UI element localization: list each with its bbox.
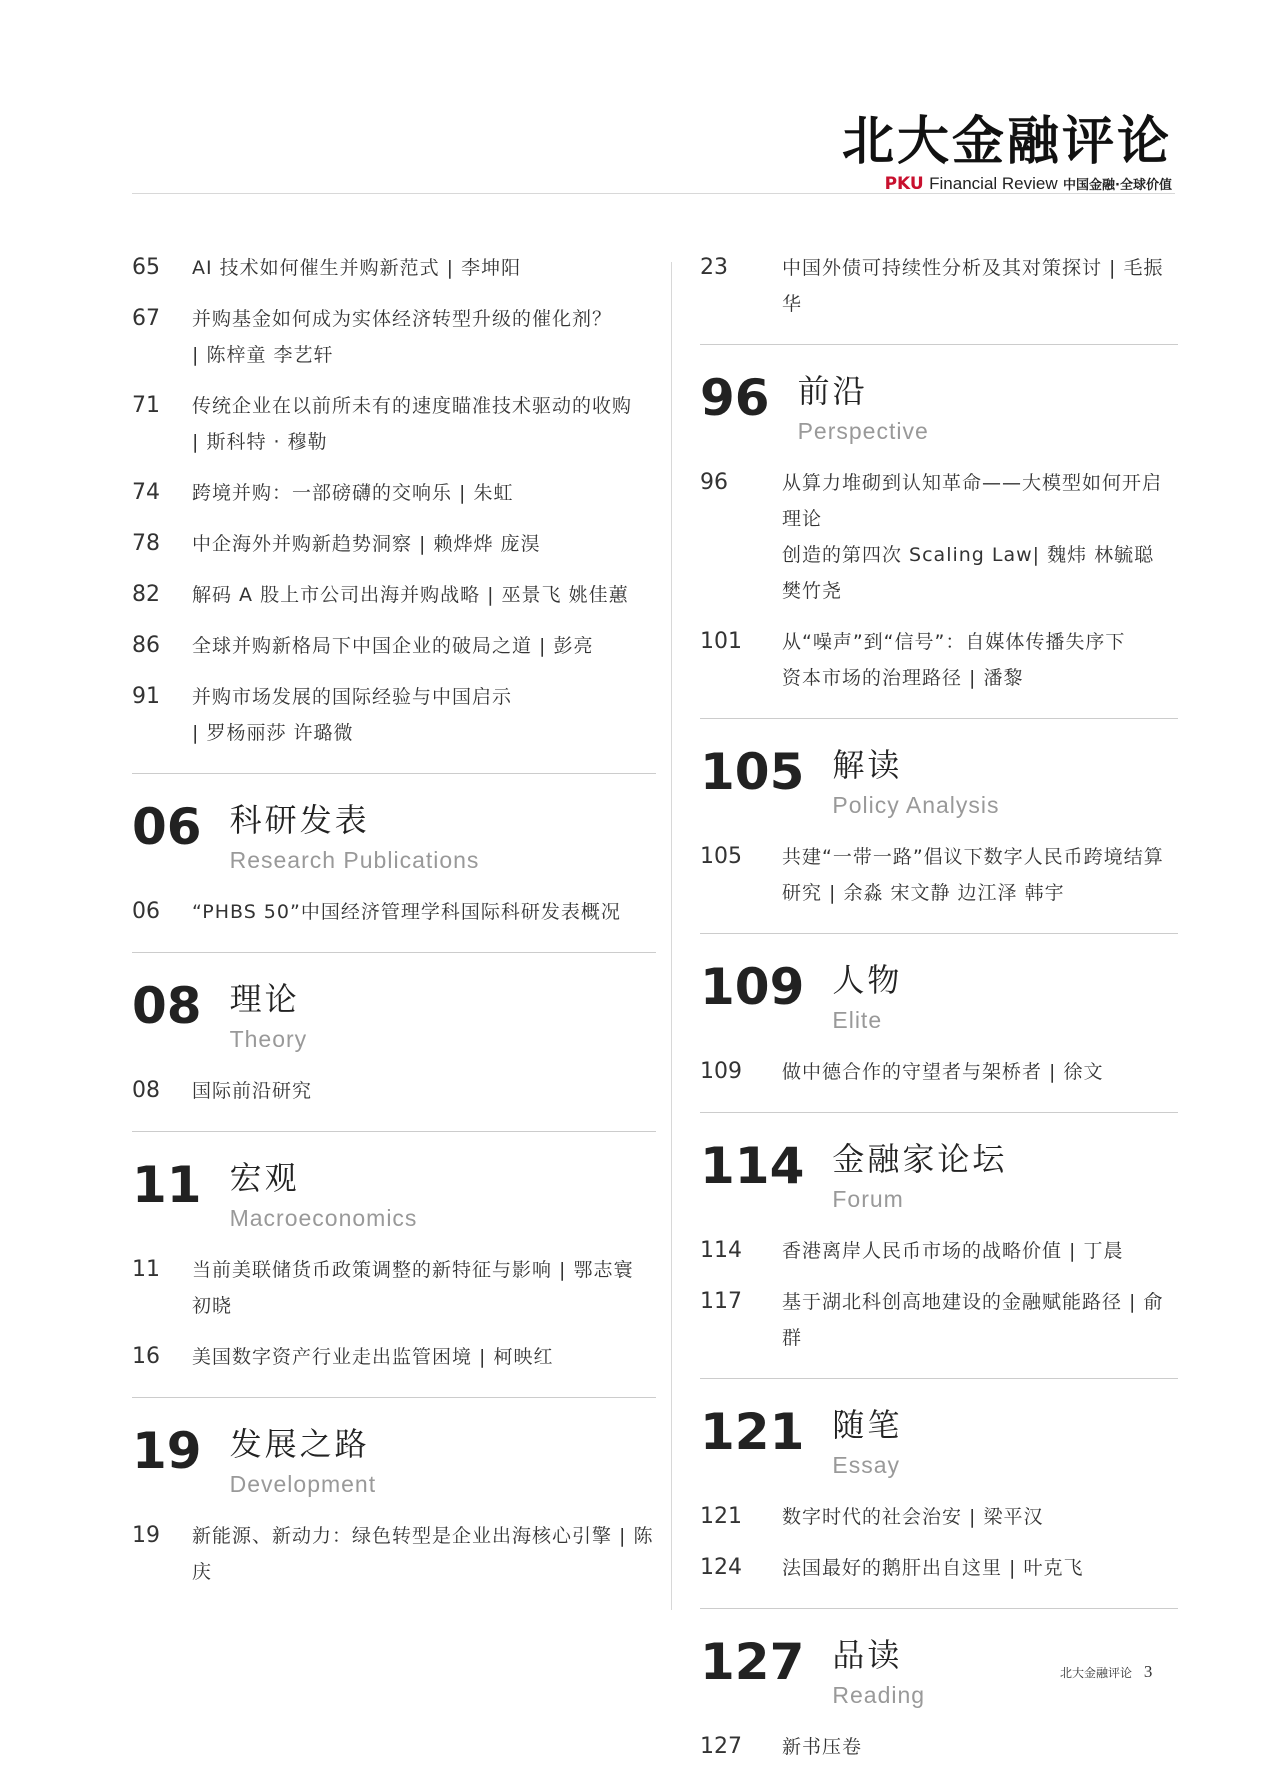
- entry-title: [782, 1054, 1103, 1090]
- entry-title-line: 从算力堆砌到认知革命——大模型如何开启理论: [782, 472, 1163, 530]
- entry-page-number: 78: [132, 531, 160, 556]
- entry-title-line: 美国数字资产行业走出监管困境 | 柯映红: [192, 1346, 554, 1368]
- section-title-en: Macroeconomics: [229, 1205, 418, 1231]
- entry-title-line: 并购基金如何成为实体经济转型升级的催化剂？: [192, 308, 613, 330]
- section-title-en: Forum: [832, 1186, 904, 1212]
- page-footer: [1060, 1662, 1152, 1682]
- page-number: 3: [1143, 1662, 1153, 1681]
- entry-title: [192, 526, 541, 562]
- entry-title: [192, 250, 521, 286]
- toc-entry: [700, 1054, 1178, 1090]
- entry-title-line: 做中德合作的守望者与架桥者 | 徐文: [782, 1061, 1104, 1083]
- section-titles: [798, 371, 929, 447]
- entry-title-line: 传统企业在以前所未有的速度瞄准技术驱动的收购: [192, 395, 633, 417]
- section-title-cn: 前沿: [797, 372, 868, 410]
- entry-page-number: 121: [700, 1504, 742, 1529]
- entry-title-line: | 陈梓童 李艺轩: [192, 344, 334, 366]
- entry-title-line: “PHBS 50”中国经济管理学科国际科研发表概况: [192, 901, 621, 923]
- section-heading: [132, 979, 656, 1055]
- section-title-en: Policy Analysis: [832, 792, 1000, 818]
- magazine-title: 北大金融评论: [841, 112, 1172, 172]
- brand-pku: PKU: [884, 174, 924, 194]
- toc-entry: [132, 301, 656, 373]
- section-title-en: Reading: [832, 1682, 926, 1708]
- section-titles: [230, 800, 480, 876]
- entry-title-line: 并购市场发展的国际经验与中国启示: [192, 686, 513, 708]
- entry-title-line: 从“噪声”到“信号”：自媒体传播失序下: [782, 631, 1126, 653]
- brand-slogan: 中国金融·全球价值: [1063, 178, 1172, 193]
- entry-page-number: 86: [132, 633, 160, 658]
- section-titles: [230, 1158, 418, 1234]
- section-page-number: 127: [700, 1633, 805, 1691]
- entry-title-line: 当前美联储货币政策调整的新特征与影响 | 鄂志寰 初晓: [192, 1259, 634, 1317]
- entry-title: [782, 1284, 1178, 1356]
- section-title-cn: 品读: [832, 1636, 903, 1674]
- entry-title-line: 创造的第四次 Scaling Law| 魏炜 林毓聪 樊竹尧: [782, 544, 1155, 602]
- section-page-number: 06: [132, 798, 202, 856]
- section-title-en: Research Publications: [229, 847, 480, 873]
- entry-title: [192, 679, 512, 751]
- entry-title-line: 共建“一带一路”倡议下数字人民币跨境结算: [782, 846, 1164, 868]
- entry-page-number: 08: [132, 1078, 160, 1103]
- section-titles: [832, 1139, 1007, 1215]
- entry-page-number: 19: [132, 1523, 160, 1548]
- section-title-cn: 理论: [229, 980, 300, 1018]
- section-divider: [700, 1608, 1178, 1609]
- section-heading: [132, 1424, 656, 1500]
- section-page-number: 19: [132, 1422, 202, 1480]
- left-column: [132, 250, 656, 1605]
- entry-page-number: 117: [700, 1289, 742, 1314]
- section-page-number: 105: [700, 743, 805, 801]
- entry-title-line: | 斯科特 · 穆勒: [192, 431, 328, 453]
- entry-page-number: 11: [132, 1257, 160, 1282]
- section-title-cn: 科研发表: [229, 801, 370, 839]
- toc-entry: [132, 577, 656, 613]
- entry-title: [782, 624, 1125, 696]
- section-heading: [132, 800, 656, 876]
- section-titles: [832, 745, 999, 821]
- entry-title: [192, 1518, 656, 1590]
- section-title-en: Elite: [832, 1007, 883, 1033]
- entry-title: [782, 839, 1164, 911]
- section-titles: [832, 960, 902, 1036]
- toc-entry: [700, 839, 1178, 911]
- section-divider: [132, 1131, 656, 1132]
- entry-title-line: 跨境并购：一部磅礴的交响乐 | 朱虹: [192, 482, 514, 504]
- section-divider: [700, 1378, 1178, 1379]
- section-title-cn: 解读: [832, 746, 903, 784]
- toc-entry: [700, 1499, 1178, 1535]
- entry-title: [782, 1729, 862, 1765]
- toc-entry: [700, 250, 1178, 322]
- entry-page-number: 06: [132, 899, 160, 924]
- section-title-cn: 人物: [832, 961, 903, 999]
- magazine-subtitle: [842, 174, 1172, 194]
- toc-entry: [132, 388, 656, 460]
- entry-title-line: 资本市场的治理路径 | 潘黎: [782, 667, 1024, 689]
- section-divider: [700, 344, 1178, 345]
- section-heading: [700, 1405, 1178, 1481]
- section-titles: [832, 1635, 925, 1711]
- entry-page-number: 124: [700, 1555, 742, 1580]
- section-page-number: 109: [700, 958, 805, 1016]
- entry-page-number: 67: [132, 306, 160, 331]
- section-divider: [132, 1397, 656, 1398]
- entry-page-number: 71: [132, 393, 160, 418]
- toc-entry: [132, 1518, 656, 1590]
- entry-title-line: 数字时代的社会治安 | 梁平汉: [782, 1506, 1044, 1528]
- entry-page-number: 105: [700, 844, 742, 869]
- entry-page-number: 101: [700, 629, 742, 654]
- entry-title: [782, 1233, 1123, 1269]
- section-title-cn: 金融家论坛: [832, 1140, 1008, 1178]
- entry-page-number: 96: [700, 470, 728, 495]
- toc-entry: [700, 1550, 1178, 1586]
- section-titles: [832, 1405, 902, 1481]
- entry-page-number: 91: [132, 684, 160, 709]
- entry-page-number: 127: [700, 1734, 742, 1759]
- entry-title-line: 解码 A 股上市公司出海并购战略 | 巫景飞 姚佳蕙: [192, 584, 629, 606]
- section-heading: [700, 371, 1178, 447]
- column-divider: [671, 262, 672, 1610]
- section-title-en: Perspective: [797, 418, 929, 444]
- section-heading: [132, 1158, 656, 1234]
- entry-page-number: 109: [700, 1059, 742, 1084]
- toc-entry: [132, 1073, 656, 1109]
- toc-entry: [700, 465, 1178, 609]
- brand-en-name: Financial Review: [929, 174, 1058, 193]
- entry-title: [192, 388, 632, 460]
- section-page-number: 11: [132, 1156, 202, 1214]
- toc-entry: [132, 250, 656, 286]
- entry-title: [782, 1499, 1043, 1535]
- entry-title: [192, 577, 629, 613]
- entry-title: [192, 894, 621, 930]
- section-title-cn: 宏观: [229, 1159, 300, 1197]
- entry-title-line: 国际前沿研究: [192, 1080, 313, 1102]
- entry-title-line: 中企海外并购新趋势洞察 | 赖烨烨 庞淏: [192, 533, 541, 555]
- toc-entry: [700, 624, 1178, 696]
- entry-title-line: 研究 | 余淼 宋文静 边江泽 韩宇: [782, 882, 1065, 904]
- entry-title: [192, 301, 612, 373]
- toc-entry: [132, 1252, 656, 1324]
- entry-title: [782, 465, 1178, 609]
- section-heading: [700, 745, 1178, 821]
- section-title-en: Essay: [832, 1452, 901, 1478]
- entry-title-line: 中国外债可持续性分析及其对策探讨 | 毛振华: [782, 257, 1164, 315]
- section-titles: [230, 1424, 377, 1500]
- section-divider: [132, 952, 656, 953]
- section-page-number: 08: [132, 977, 202, 1035]
- entry-title: [192, 628, 593, 664]
- entry-page-number: 16: [132, 1344, 160, 1369]
- entry-title: [782, 250, 1178, 322]
- entry-page-number: 82: [132, 582, 160, 607]
- entry-title-line: | 罗杨丽莎 许璐微: [192, 722, 354, 744]
- entry-page-number: 74: [132, 480, 160, 505]
- toc-entry: [132, 1339, 656, 1375]
- section-title-en: Development: [229, 1471, 377, 1497]
- entry-title: [192, 1252, 656, 1324]
- section-title-en: Theory: [229, 1026, 308, 1052]
- section-divider: [700, 1112, 1178, 1113]
- section-title-cn: 发展之路: [229, 1425, 370, 1463]
- toc-entry: [132, 526, 656, 562]
- toc-entry: [700, 1233, 1178, 1269]
- section-titles: [230, 979, 308, 1055]
- entry-title-line: AI 技术如何催生并购新范式 | 李坤阳: [192, 257, 522, 279]
- section-heading: [700, 960, 1178, 1036]
- section-divider: [700, 933, 1178, 934]
- section-page-number: 96: [700, 369, 770, 427]
- footer-label: 北大金融评论: [1060, 1666, 1133, 1680]
- section-page-number: 114: [700, 1137, 805, 1195]
- section-heading: [700, 1139, 1178, 1215]
- right-column: [700, 250, 1178, 1780]
- entry-page-number: 114: [700, 1238, 742, 1263]
- entry-title-line: 基于湖北科创高地建设的金融赋能路径 | 俞群: [782, 1291, 1164, 1349]
- toc-entry: [132, 679, 656, 751]
- entry-page-number: 65: [132, 255, 160, 280]
- section-page-number: 121: [700, 1403, 805, 1461]
- entry-title: [782, 1550, 1083, 1586]
- toc-entry: [700, 1284, 1178, 1356]
- toc-entry: [700, 1729, 1178, 1765]
- entry-title: [192, 475, 513, 511]
- section-title-cn: 随笔: [832, 1406, 903, 1444]
- entry-title-line: 全球并购新格局下中国企业的破局之道 | 彭亮: [192, 635, 594, 657]
- masthead: [842, 112, 1172, 194]
- section-divider: [132, 773, 656, 774]
- toc-entry: [132, 894, 656, 930]
- entry-title: [192, 1339, 553, 1375]
- entry-title-line: 香港离岸人民币市场的战略价值 | 丁晨: [782, 1240, 1124, 1262]
- entry-title: [192, 1073, 312, 1109]
- section-divider: [700, 718, 1178, 719]
- entry-page-number: 23: [700, 255, 728, 280]
- entry-title-line: 新书压卷: [782, 1736, 863, 1758]
- entry-title-line: 法国最好的鹅肝出自这里 | 叶克飞: [782, 1557, 1084, 1579]
- header-divider: [132, 193, 1175, 194]
- toc-entry: [132, 628, 656, 664]
- entry-title-line: 新能源、新动力：绿色转型是企业出海核心引擎 | 陈庆: [192, 1525, 654, 1583]
- toc-entry: [132, 475, 656, 511]
